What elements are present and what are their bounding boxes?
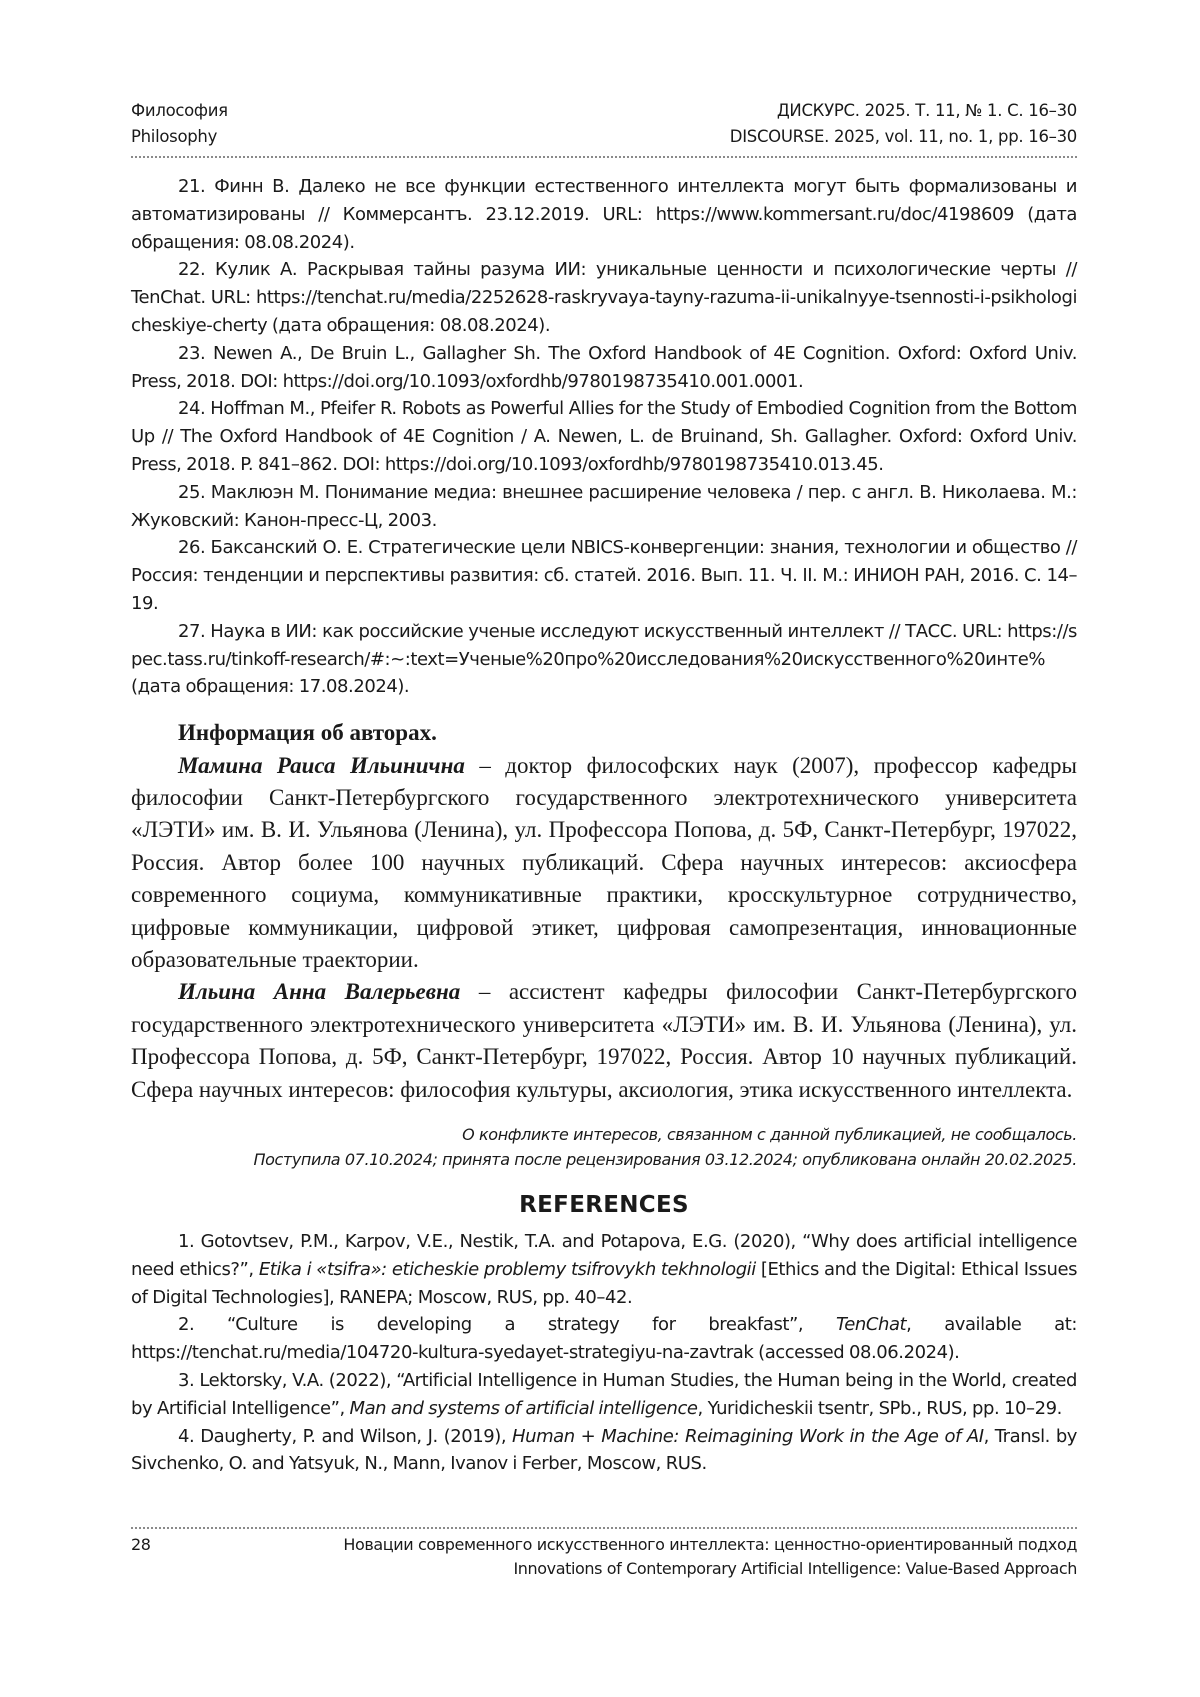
reference-text: 4. Daugherty, P. and Wilson, J. (2019), [178, 1425, 513, 1447]
reference-item [131, 395, 1077, 478]
conflict-of-interest-note: О конфликте интересов, связанном с данной публикацией, не сообщалось. [462, 1125, 1077, 1145]
reference-item [131, 1311, 1077, 1367]
page-body [131, 98, 1077, 1478]
reference-text: (дата обращения: 08.08.2024). [267, 314, 551, 336]
footer-divider [131, 1527, 1077, 1529]
author-name: Мамина Раиса Ильинична [178, 752, 465, 778]
reference-source-title: Human + Machine: Reimagining Work in the Age of AI [512, 1425, 984, 1447]
header-journal-ru: ДИСКУРС. 2025. Т. 11, № 1. С. 16–30 [776, 101, 1077, 120]
reference-item [131, 1367, 1077, 1423]
reference-text: , Yuridicheskii tsentr, SPb., RUS, pp. 10–29. [697, 1397, 1062, 1419]
reference-item [131, 618, 1077, 701]
author-bio: – ассистент кафедры философии Санкт-Петербургского государственного электротехнического университета «ЛЭТИ» им. В. И. Ульянова (Ленина), ул. Профессора Попова, д. 5Ф, Санкт-Петербург, 197022, Россия. Автор 10 научных публикаций. Сфера научных интересов: философия культуры, аксиология, этика искусственного интеллекта. [131, 979, 1078, 1102]
reference-item [131, 1423, 1077, 1479]
publication-notes [131, 1122, 1077, 1172]
reference-text: 23. Newen A., De Bruin L., Gallagher Sh. The Oxford Handbook of 4E Cognition. Oxford: Oxford Univ. Press, 2018. DOI: https://doi.org/10.1093/oxfordhb/9780198735410.001.0001. [131, 342, 1077, 392]
reference-text: [Ethics and the Digital: Ethical Issues of Digital Technologies], RANEPA; Moscow, RUS, pp. 40–42. [131, 1258, 1077, 1308]
reference-text: , Transl. by Sivchenko, O. and Yatsyuk, N., Mann, Ivanov i Ferber, Moscow, RUS. [131, 1425, 1078, 1475]
reference-list-en [131, 1228, 1077, 1478]
reference-text: 22. Кулик А. Раскрывая тайны разума ИИ: уникальные ценности и психологические черты // TenChat. URL: [131, 259, 1077, 309]
reference-text: 21. Финн В. Далеко не все функции естественного интеллекта могут быть формализованы и автоматизированы // Коммерсантъ. 23.12.2019. URL: https://www.kommersant.ru/doc/4198609 (дата обращения: 08.08.2024). [131, 176, 1077, 253]
footer-article-title [343, 1533, 1077, 1581]
reference-url: https://tenchat.ru/media/2252628-raskryvaya-tayny-razuma-ii-unikalnyye-tsennosti-i-psikhologicheskiye-cherty [131, 287, 1077, 336]
reference-text: 1. Gotovtsev, P.M., Karpov, V.E., Nestik, T.A. and Potapova, E.G. (2020), “Why does artificial intelligence need ethics?”, [131, 1231, 1077, 1280]
reference-text: 27. Наука в ИИ: как российские ученые исследуют искусственный интеллект // ТАСС. URL: [178, 620, 1008, 642]
reference-text: 3. Lektorsky, V.A. (2022), “Artificial Intelligence in Human Studies, the Human being in the World, created by Artificial Intelligence”, [131, 1370, 1077, 1419]
publication-dates: Поступила 07.10.2024; принята после рецензирования 03.12.2024; опубликована онлайн 20.02.2025. [253, 1150, 1077, 1170]
author-name: Ильина Анна Валерьевна [178, 979, 461, 1005]
reference-text: 2. “Culture is developing a strategy for breakfast”, [178, 1314, 836, 1336]
reference-url: https://spec.tass.ru/tinkoff-research/#:~:text=Ученые%20про%20исследования%20искусственного%20инте% [131, 620, 1077, 670]
header-section [131, 98, 228, 150]
references-heading: REFERENCES [519, 1192, 689, 1219]
reference-item [131, 534, 1077, 617]
reference-text: 26. Баксанский О. Е. Стратегические цели NBICS-конвергенции: знания, технологии и общество // Россия: тенденции и перспективы развития: сб. статей. 2016. Вып. 11. Ч. II. М.: ИНИОН РАН, 2016. С. 14–19. [131, 537, 1077, 614]
author-entry [131, 976, 1077, 1106]
reference-item [131, 479, 1077, 535]
author-info [131, 717, 1077, 1106]
reference-text: (дата обращения: 17.08.2024). [131, 676, 410, 698]
reference-source-title: TenChat [835, 1314, 907, 1336]
reference-text: 25. Маклюэн М. Понимание медиа: внешнее расширение человека / пер. с англ. В. Николаева. М.: Жуковский: Канон-пресс-Ц, 2003. [131, 481, 1077, 531]
header-divider [131, 156, 1077, 158]
author-info-title: Информация об авторах. [178, 720, 437, 746]
header-section-ru: Философия [131, 101, 228, 120]
reference-source-title: Etika i «tsifra»: eticheskie problemy tsifrovykh tekhnologii [258, 1258, 756, 1280]
running-footer [131, 1527, 1077, 1581]
reference-item [131, 1228, 1077, 1311]
header-section-en: Philosophy [131, 127, 218, 146]
reference-item [131, 340, 1077, 396]
header-journal [730, 98, 1077, 150]
reference-item [131, 173, 1077, 256]
header-journal-en: DISCOURSE. 2025, vol. 11, no. 1, pp. 16–30 [729, 127, 1077, 146]
author-entry [131, 750, 1077, 977]
reference-list-ru [131, 173, 1077, 701]
footer-row [131, 1533, 1077, 1581]
reference-item [131, 256, 1077, 339]
footer-title-ru: Новации современного искусственного интеллекта: ценностно-ориентированный подход [343, 1535, 1077, 1554]
page-number: 28 [131, 1535, 151, 1554]
reference-source-title: Man and systems of artificial intelligence [349, 1397, 698, 1419]
author-bio: – доктор философских наук (2007), профессор кафедры философии Санкт-Петербургского государственного электротехнического университета «ЛЭТИ» им. В. И. Ульянова (Ленина), ул. Профессора Попова, д. 5Ф, Санкт-Петербург, 197022, Россия. Автор более 100 научных публикаций. Сфера научных интересов: аксиосфера современного социума, коммуникативные практики, кросскультурное сотрудничество, цифровые коммуникации, цифровой этикет, цифровая самопрезентация, инновационные образовательные траектории. [131, 752, 1078, 972]
reference-text: 24. Hoffman M., Pfeifer R. Robots as Powerful Allies for the Study of Embodied Cognition from the Bottom Up // The Oxford Handbook of 4E Cognition / A. Newen, L. de Bruinand, Sh. Gallagher. Oxford: Oxford Univ. Press, 2018. P. 841–862. DOI: https://doi.org/10.1093/oxfordhb/9780198735410.013.45. [131, 398, 1077, 475]
running-header [131, 98, 1077, 150]
reference-text: , available at: https://tenchat.ru/media/104720-kultura-syedayet-strategiyu-na-zavtrak (accessed 08.06.2024). [131, 1314, 1077, 1364]
footer-title-en: Innovations of Contemporary Artificial Intelligence: Value-Based Approach [513, 1559, 1077, 1578]
